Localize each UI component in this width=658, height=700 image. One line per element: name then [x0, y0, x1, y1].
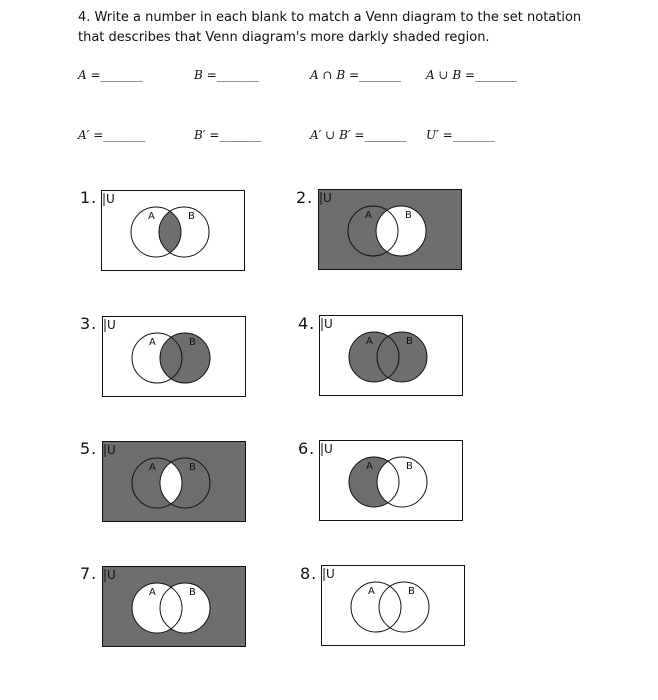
- set-b-label: B: [406, 336, 413, 347]
- venn-diagram[interactable]: [102, 566, 246, 647]
- set-b-label: B: [406, 461, 413, 472]
- universe-label: U: [324, 317, 333, 331]
- set-b-label: B: [188, 211, 195, 222]
- blank-b[interactable]: B =_______: [194, 68, 259, 82]
- figure-number: 6.: [298, 439, 316, 458]
- figure-number: 2.: [296, 188, 314, 207]
- figure-number: 7.: [80, 564, 98, 583]
- set-b-label: B: [405, 210, 412, 221]
- universe-label: U: [324, 442, 333, 456]
- blank-a[interactable]: A =_______: [78, 68, 143, 82]
- universe-label: U: [326, 567, 335, 581]
- set-a-label: A: [368, 586, 375, 597]
- set-a-label: A: [149, 587, 156, 598]
- venn-diagram[interactable]: [102, 441, 246, 522]
- set-a-label: A: [365, 210, 372, 221]
- blank-b-complement[interactable]: B′ =_______: [194, 128, 262, 142]
- figure-number: 8.: [300, 564, 318, 583]
- figure-number: 4.: [298, 314, 316, 333]
- set-a-label: A: [366, 336, 373, 347]
- set-b-label: B: [189, 337, 196, 348]
- blank-u-complement[interactable]: U′ =_______: [426, 128, 495, 142]
- blank-a-complement[interactable]: A′ =_______: [78, 128, 146, 142]
- set-b-label: B: [189, 587, 196, 598]
- blank-a-or-b[interactable]: A ∪ B =_______: [426, 68, 518, 82]
- venn-diagram[interactable]: [101, 190, 245, 271]
- universe-label: U: [323, 191, 332, 205]
- venn-diagram[interactable]: [319, 440, 463, 521]
- venn-diagram[interactable]: [318, 189, 462, 270]
- set-b-label: B: [408, 586, 415, 597]
- universe-label: U: [107, 443, 116, 457]
- blank-a-comp-or-b-comp[interactable]: A′ ∪ B′ =_______: [310, 128, 407, 142]
- blanks-row-1: [0, 68, 658, 88]
- set-a-label: A: [149, 337, 156, 348]
- set-b-label: B: [189, 462, 196, 473]
- blank-a-and-b[interactable]: A ∩ B =_______: [310, 68, 402, 82]
- universe-label: U: [107, 318, 116, 332]
- set-a-label: A: [149, 462, 156, 473]
- universe-label: U: [107, 568, 116, 582]
- set-a-label: A: [366, 461, 373, 472]
- venn-diagram[interactable]: [102, 316, 246, 397]
- figure-number: 5.: [80, 439, 98, 458]
- figure-number: 1.: [80, 188, 98, 207]
- question-text: 4. Write a number in each blank to match a Venn diagram to the set notation that describes that Venn diagram's more darkly shaded region.: [78, 10, 582, 45]
- universe-label: U: [106, 192, 115, 206]
- set-a-label: A: [148, 211, 155, 222]
- blanks-row-2: [0, 128, 658, 148]
- figure-number: 3.: [80, 314, 98, 333]
- venn-diagram[interactable]: [319, 315, 463, 396]
- venn-diagram[interactable]: [321, 565, 465, 646]
